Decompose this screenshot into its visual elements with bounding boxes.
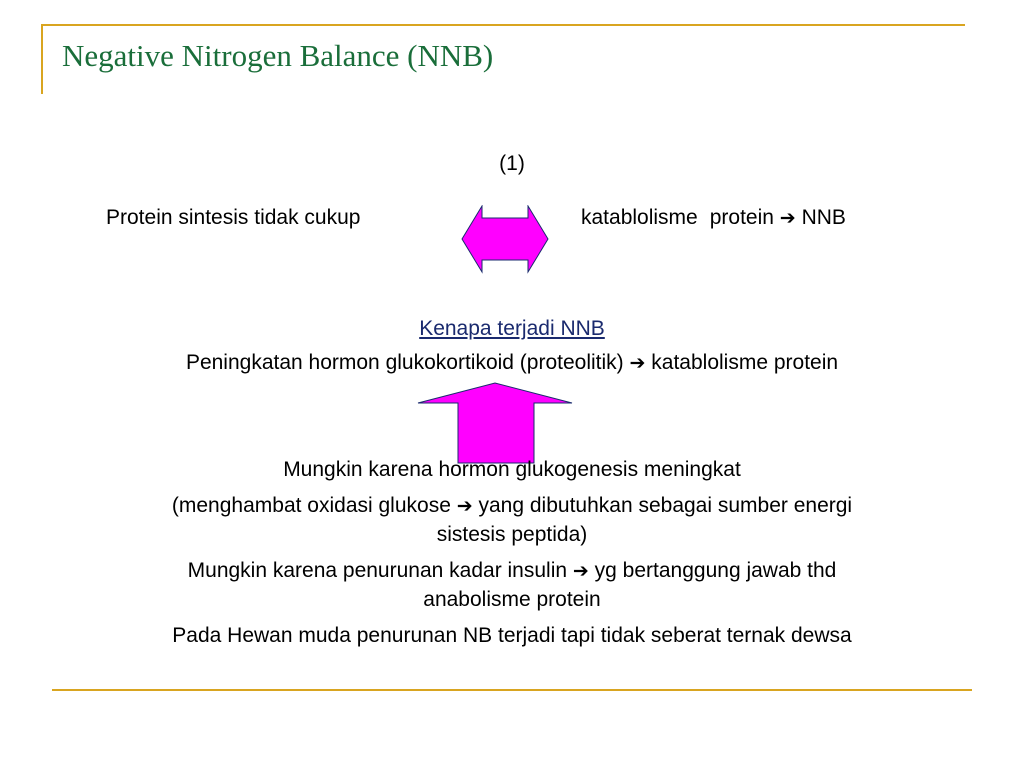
line-8: Pada Hewan muda penurunan NB terjadi tapi tidak seberat ternak dewsa [172, 624, 852, 647]
frame-top-border [41, 24, 965, 26]
frame-bottom-border [52, 689, 972, 691]
up-arrow-icon [416, 382, 576, 464]
arrow-right-icon: ➔ [572, 561, 589, 582]
line-2-b: katablolisme protein [651, 351, 839, 374]
row1-right-a: katablolisme [581, 206, 698, 229]
line-3: Mungkin karena hormon glukogenesis meningkat [283, 458, 741, 481]
arrow-right-icon: ➔ [629, 353, 646, 374]
line-4-b: yang dibutuhkan sebagai sumber energi [478, 494, 853, 517]
subtitle-line [0, 315, 1024, 343]
line-5: sistesis peptida) [436, 523, 588, 546]
line-4 [0, 492, 1024, 521]
arrow-right-icon: ➔ [456, 496, 473, 517]
row1-right-text [581, 204, 846, 233]
step-label: (1) [499, 152, 525, 175]
line-6-a: Mungkin karena penurunan kadar insulin [187, 559, 568, 582]
subtitle: Kenapa terjadi NNB [419, 317, 605, 340]
line-6-b: yg bertanggung jawab thd [594, 559, 837, 582]
row1-left-text: Protein sintesis tidak cukup [106, 206, 361, 229]
line-7: anabolisme protein [423, 588, 601, 611]
frame-left-border [41, 24, 43, 94]
slide-title: Negative Nitrogen Balance (NNB) [62, 38, 494, 73]
left-right-arrow-icon [460, 205, 550, 275]
line-2 [0, 349, 1024, 378]
row1-right-c: NNB [801, 206, 846, 229]
row1-right-b: protein [709, 206, 774, 229]
line-2-a: Peningkatan hormon glukokortikoid (proteolitik) [185, 351, 624, 374]
arrow-right-icon: ➔ [779, 208, 796, 229]
line-4-a: (menghambat oxidasi glukose [171, 494, 451, 517]
line-6 [0, 557, 1024, 586]
